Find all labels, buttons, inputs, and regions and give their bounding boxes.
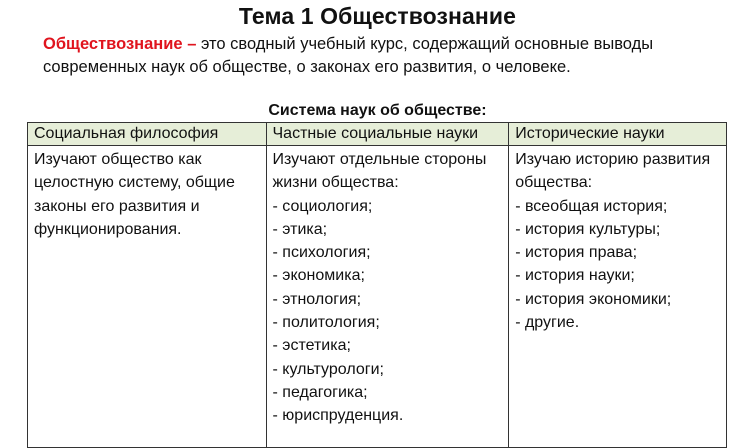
list-item: - история культуры; <box>515 218 720 241</box>
list-item: - психология; <box>273 241 503 264</box>
list-item: - всеобщая история; <box>515 195 720 218</box>
list-item: - история науки; <box>515 264 720 287</box>
list-item: - юриспруденция. <box>273 404 503 427</box>
definition-term: Обществознание <box>43 35 183 53</box>
table-title: Система наук об обществе: <box>268 102 487 119</box>
definition-dash: – <box>187 35 197 53</box>
cell-historical-sciences <box>509 146 727 448</box>
social-sciences-list <box>273 195 503 428</box>
list-item: - этика; <box>273 218 503 241</box>
sciences-table <box>27 122 727 448</box>
list-item: - политология; <box>273 311 503 334</box>
cell-social-philosophy <box>28 146 267 448</box>
definition-text: это сводный учебный курс, содержащий основные выводы современных наук об обществе, о законах его развития, о человеке. <box>43 35 654 76</box>
header-social-sciences: Частные социальные науки <box>266 123 509 146</box>
social-sciences-description: Изучают отдельные стороны жизни общества: <box>272 151 487 192</box>
table-row <box>28 146 727 448</box>
list-item: - история права; <box>515 241 720 264</box>
page-title: Тема 1 Обществознание <box>238 3 517 29</box>
cell-social-sciences <box>266 146 509 448</box>
list-item: - история экономики; <box>515 288 720 311</box>
definition-paragraph <box>43 33 743 79</box>
social-philosophy-description: Изучают общество как целостную систему, общие законы его развития и функционирования. <box>34 151 235 238</box>
header-social-philosophy: Социальная философия <box>28 123 267 146</box>
list-item: - этнология; <box>273 288 503 311</box>
list-item: - педагогика; <box>273 381 503 404</box>
historical-sciences-description: Изучаю историю развития общества: <box>515 151 711 192</box>
table-header-row <box>28 123 727 146</box>
header-historical-sciences: Исторические науки <box>509 123 727 146</box>
list-item: - культурологи; <box>273 358 503 381</box>
list-item: - экономика; <box>273 264 503 287</box>
list-item: - другие. <box>515 311 720 334</box>
list-item: - социология; <box>273 195 503 218</box>
historical-sciences-list <box>515 195 720 335</box>
list-item: - эстетика; <box>273 334 503 357</box>
